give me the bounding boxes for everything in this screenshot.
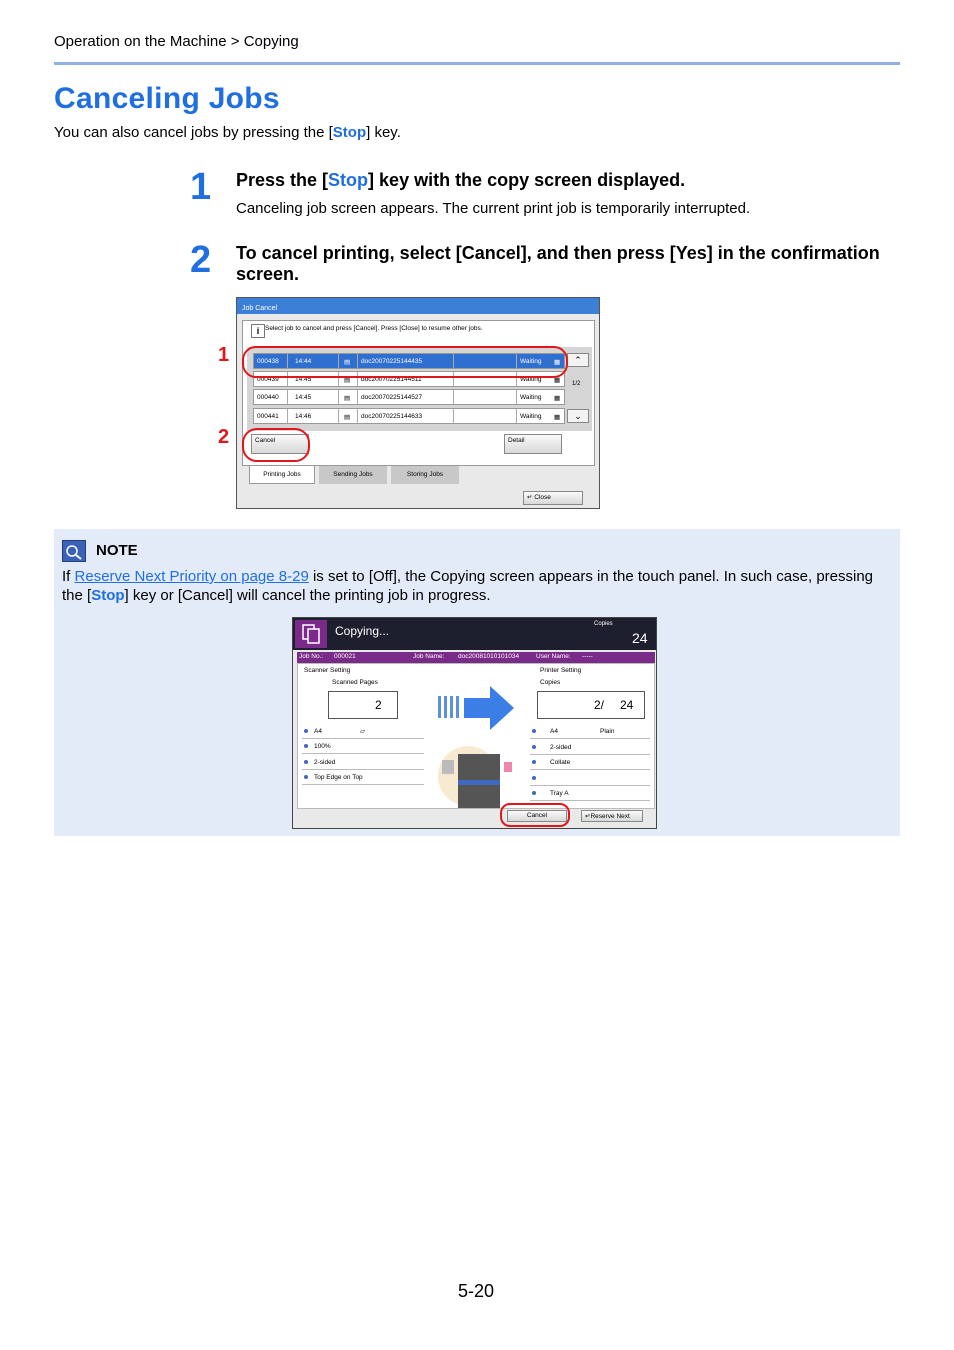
reserve-next-priority-link[interactable]: Reserve Next Priority on page 8-29 bbox=[74, 568, 309, 585]
step-1-number: 1 bbox=[190, 166, 212, 208]
list-item: Collate bbox=[530, 755, 650, 770]
status-icon: ▦ bbox=[554, 377, 561, 384]
highlight-ring-cancel bbox=[242, 428, 310, 462]
page-number: 5-20 bbox=[458, 1281, 495, 1301]
copies-value: 24 bbox=[632, 630, 648, 646]
copying-header bbox=[293, 618, 656, 650]
detail-button[interactable]: Detail bbox=[504, 434, 562, 454]
job-row[interactable]: 000438 14:44 ▤ doc20070225144435 Waiting ▦ bbox=[253, 353, 565, 369]
note-label: NOTE bbox=[96, 542, 138, 559]
cancel-button[interactable]: Cancel bbox=[251, 434, 309, 454]
copies-label: Copies bbox=[594, 621, 613, 627]
list-item bbox=[530, 771, 650, 786]
tab-printing-jobs[interactable]: Printing Jobs bbox=[249, 466, 315, 484]
printer-illustration-icon bbox=[428, 740, 528, 812]
callout-2: 2 bbox=[218, 426, 230, 448]
stop-key-text: Stop bbox=[332, 124, 367, 141]
info-icon: i bbox=[251, 324, 265, 338]
paper-icon: ▱ bbox=[360, 728, 365, 735]
printer-setting-label: Printer Setting bbox=[540, 667, 582, 674]
breadcrumb: Operation on the Machine > Copying bbox=[54, 33, 299, 50]
list-item: Tray A bbox=[530, 786, 650, 801]
status-icon: ▦ bbox=[554, 414, 561, 421]
scanned-pages-label: Scanned Pages bbox=[332, 679, 378, 686]
screen-title: Job Cancel bbox=[237, 298, 599, 314]
doc-icon: ▤ bbox=[344, 395, 351, 402]
doc-icon: ▤ bbox=[344, 414, 351, 421]
intro-text: You can also cancel jobs by pressing the [Stop] key. bbox=[54, 124, 401, 141]
callout-1: 1 bbox=[218, 344, 230, 366]
job-cancel-screen bbox=[236, 297, 600, 509]
job-info-bar: Job No.: 000021 Job Name: doc20081010101034 User Name: ----- bbox=[297, 652, 655, 663]
list-item: 100% bbox=[302, 739, 424, 754]
list-item: A4 Plain bbox=[530, 724, 650, 739]
copying-title: Copying... bbox=[335, 624, 390, 638]
step-1-body: Canceling job screen appears. The current print job is temporarily interrupted. bbox=[236, 200, 751, 217]
status-icon: ▦ bbox=[554, 395, 561, 402]
job-row[interactable]: 000439 14:45 ▤ doc20070225144511 Waiting ▦ bbox=[253, 371, 565, 387]
printer-copies-label: Copies bbox=[540, 679, 561, 686]
header-rule bbox=[54, 62, 900, 65]
reserve-next-button[interactable]: ↵Reserve Next bbox=[581, 810, 643, 822]
highlight-ring-copy-cancel bbox=[500, 803, 570, 827]
copying-screen bbox=[292, 617, 657, 829]
page-title: Canceling Jobs bbox=[54, 82, 280, 115]
tab-storing-jobs[interactable]: Storing Jobs bbox=[391, 466, 459, 484]
instruction-text: Select job to cancel and press [Cancel]. Press [Close] to resume other jobs. bbox=[265, 325, 483, 332]
highlight-ring-job bbox=[242, 346, 568, 378]
cancel-button[interactable]: Cancel bbox=[507, 810, 567, 822]
tab-sending-jobs[interactable]: Sending Jobs bbox=[319, 466, 387, 484]
list-item: 2-sided bbox=[530, 740, 650, 755]
list-item: Top Edge on Top bbox=[302, 770, 424, 785]
scanner-setting-label: Scanner Setting bbox=[304, 667, 351, 674]
job-row[interactable]: 000441 14:46 ▤ doc20070225144633 Waiting ▦ bbox=[253, 408, 565, 424]
printed-count-box: 2/ 24 bbox=[537, 691, 645, 719]
note-icon bbox=[62, 540, 86, 562]
step-1-heading: Press the [Stop] key with the copy screen displayed. bbox=[236, 170, 686, 190]
scroll-down-button[interactable]: ⌄ bbox=[567, 409, 589, 423]
copy-icon bbox=[295, 620, 327, 648]
doc-icon: ▤ bbox=[344, 359, 351, 366]
list-item: 2-sided bbox=[302, 755, 424, 770]
enter-icon: ↵ bbox=[585, 813, 591, 820]
scanned-pages-box: 2 bbox=[328, 691, 398, 719]
page-indicator: 1/2 bbox=[572, 381, 581, 387]
copy-status-panel bbox=[297, 663, 655, 809]
step-2-heading: To cancel printing, select [Cancel], and then press [Yes] in the confirmation screen. bbox=[236, 243, 880, 284]
list-item: A4 ▱ bbox=[302, 724, 424, 739]
close-button[interactable]: ↵ Close bbox=[523, 491, 583, 505]
step-2-number: 2 bbox=[190, 239, 212, 281]
job-row[interactable]: 000440 14:45 ▤ doc20070225144527 Waiting ▦ bbox=[253, 389, 565, 405]
status-icon: ▦ bbox=[554, 359, 561, 366]
transfer-arrow-icon bbox=[438, 686, 518, 734]
enter-icon: ↵ bbox=[527, 494, 533, 501]
doc-icon: ▤ bbox=[344, 377, 351, 384]
scroll-up-button[interactable]: ⌃ bbox=[567, 353, 589, 367]
note-text: If Reserve Next Priority on page 8-29 is set to [Off], the Copying screen appears in the touch panel. In such case, pressing the [Stop] key or [Cancel] will cancel the printing job in progress. bbox=[62, 568, 874, 604]
